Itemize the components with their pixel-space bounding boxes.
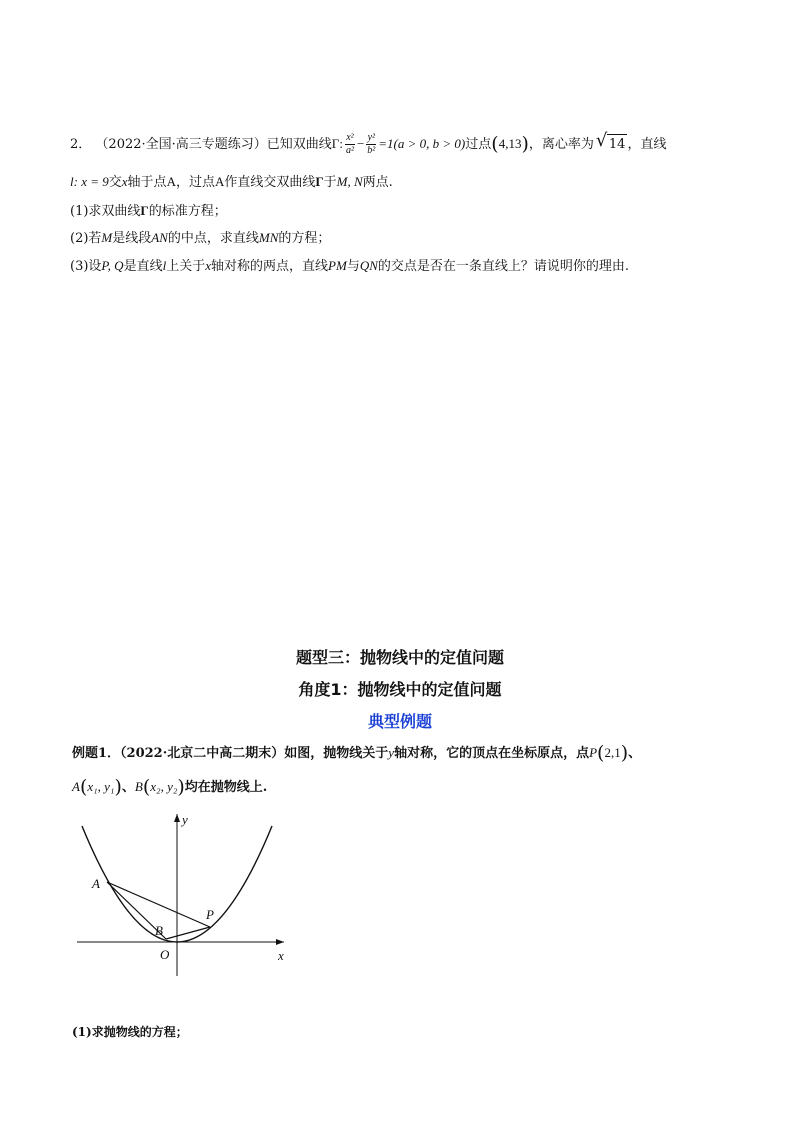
question-text: 的标准方程； [148,204,227,219]
fraction-numerator: x² [346,132,354,143]
y-axis-arrow [174,814,180,822]
section-title: 题型三：抛物线中的定值问题 [295,648,504,667]
example-prefix: 例题1． [72,746,121,761]
problem-source: （2022·全国·高三专题练习） [95,137,267,152]
label-y: y [182,812,188,827]
example-1-line-2 [72,777,267,798]
problem-number: 2． [70,137,92,152]
line-equation: : x = 9 [73,174,109,189]
question-text: 的交点是否在一条直线上？请说明你的理由. [377,259,630,274]
question-text: 与 [346,259,360,274]
fraction-numerator: y² [367,132,375,143]
problem-2-question-1 [70,201,227,222]
example-1-line-1 [72,743,641,764]
math-l: l [162,258,167,273]
fraction-y2-b2 [366,132,376,157]
section-subtitle: 角度1：抛物线中的定值问题 [298,680,502,699]
colon: : [339,136,343,151]
fraction-denominator: a² [345,145,354,156]
math-AN: AN [151,230,168,245]
label-O: O [160,947,170,962]
problem-text: ，直线 [627,137,667,152]
math-M-N: M, N [336,174,363,189]
math-point-A: A [166,174,176,189]
point-A-coords: x₁, y₁ [87,779,115,794]
paren-open: ( [491,133,499,155]
gamma-symbol: Γ [331,136,340,151]
separator: 、 [628,746,642,761]
paren-close: ) [177,776,185,798]
math-M: M [101,230,113,245]
problem-2-question-3 [70,256,629,277]
example-text: 均在抛物线上. [184,780,268,795]
gamma-symbol: Γ [140,203,149,218]
paren-close: ) [114,776,122,798]
paren-close: ) [521,133,529,155]
math-point-A: A [214,174,225,189]
problem-text: ，过点 [175,175,215,190]
example-1-question-1: (1)求抛物线的方程； [72,1025,188,1039]
paren-open: ( [142,776,151,798]
fraction-denominator: b² [367,145,376,156]
math-l: l [70,174,74,189]
paren-open: ( [79,776,88,798]
example-text: 如图，抛物线关于 [284,746,389,761]
problem-text: 于 [323,175,337,190]
problem-2-line-1 [70,132,666,157]
problem-text: ，离心率为 [528,137,594,152]
separator: 、 [121,780,135,795]
paren-close: ) [620,742,629,764]
question-text: 是直线 [123,259,163,274]
radicand: 14 [607,134,628,155]
question-text: (1)求双曲线 [70,204,141,219]
question-text: 的中点，求直线 [167,231,259,246]
point-B-coords: x₂, y₂ [150,779,178,794]
question-text: 是线段 [112,231,152,246]
section-label: 典型例题 [367,712,432,731]
math-B: B [134,779,143,794]
minus-sign: − [356,136,365,151]
example-source: （2022·北京二中高二期末） [120,746,285,761]
label-B: B [155,923,163,938]
math-x: x [205,258,212,273]
math-MN: MN [258,230,279,245]
point-coords: 4,13 [498,136,522,151]
label-P: P [206,907,214,922]
math-x: x [121,174,128,189]
question-text: (2)若 [70,231,102,246]
paren-open: ( [597,742,605,764]
sqrt-expression [595,130,628,155]
question-text: (3)设 [70,259,102,274]
math-P: P [589,745,598,760]
example-text: 轴对称，它的顶点在坐标原点，点 [394,746,590,761]
problem-2-question-2 [70,228,330,249]
radical-sign: √ [595,130,608,151]
question-text: 轴对称的两点，直线 [211,259,329,274]
math-A: A [72,779,80,794]
problem-text: 已知双曲线 [266,137,332,152]
problem-2-line-2 [70,172,393,193]
problem-text: 过点 [465,137,492,152]
math-PM: PM [328,258,347,273]
parabola-figure [72,808,302,978]
question-text: 的方程； [278,231,331,246]
problem-text: 两点. [362,175,393,190]
math-P-Q: P, Q [101,258,124,273]
math-QN: QN [359,258,378,273]
label-x: x [278,948,284,963]
math-y: y [388,745,395,760]
label-A: A [92,876,100,891]
problem-text: 交 [108,175,122,190]
gamma-symbol: Γ [315,174,324,189]
problem-text: 轴于点 [127,175,167,190]
problem-text: 作直线交双曲线 [224,175,316,190]
hyperbola-condition: =1(a > 0, b > 0) [378,136,466,151]
fraction-x2-a2 [345,132,355,157]
question-text: 上关于 [166,259,206,274]
x-axis-arrow [276,939,284,945]
point-P-coords: 2,1 [604,745,621,760]
